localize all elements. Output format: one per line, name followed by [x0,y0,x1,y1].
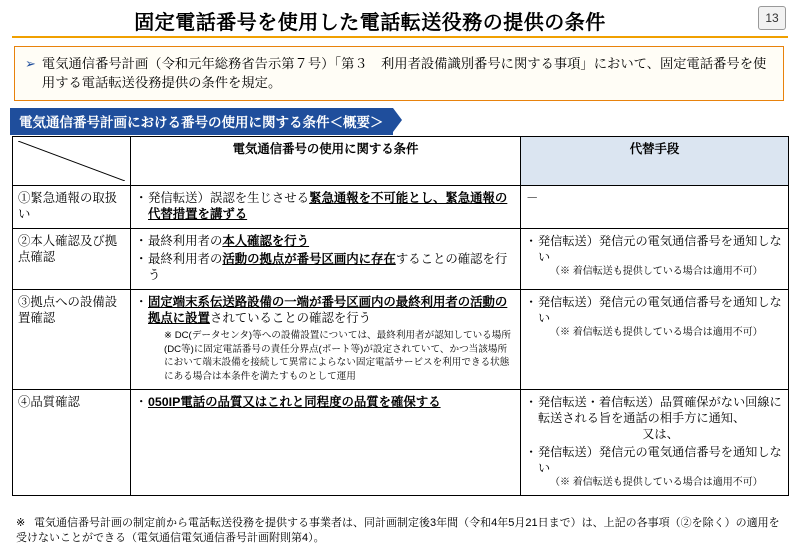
row-alternatives [521,390,789,496]
condition-text-tail: されていることの確認を行う [209,311,372,325]
alternative-note: （※ 着信転送も提供している場合は適用不可） [550,477,763,488]
alternative-text: 発信転送）発信元の電気通信番号を通知しない [538,445,782,475]
condition-text-emphasis: 固定端末系伝送路設備の一端が番号区画内の最終利用者の活動の拠点に設置 [148,295,508,325]
row-conditions [131,186,521,229]
alternative-text: 発信転送・着信転送）品質確保がない回線に転送される旨を通話の相手方に通知、 [538,395,782,425]
row-item-label: ③拠点への設備設置確認 [13,290,131,390]
alternative-note: （※ 着信転送も提供している場合は適用不可） [550,266,763,277]
condition-text-emphasis: 緊急通報を不可能とし、緊急通報の代替措置を講ずる [148,191,508,221]
condition-text-plain: 発信転送）誤認を生じさせる [148,191,310,205]
row-alternatives [521,186,789,229]
page-title-container [60,6,680,35]
condition-item [136,190,515,222]
footnote-text: 電気通信番号計画の制定前から電話転送役務を提供する事業者は、同計画制定後3年間（令和4年5月21日まで）は、上記の各事項（②を除く）の適用を受けないことができる（電気通信電気通信番号計画附則第4）。 [16,517,780,544]
row-conditions [131,290,521,390]
page-number-badge: 13 [758,6,786,30]
header-conditions: 電気通信番号の使用に関する条件 [131,137,521,186]
alternative-item [526,394,783,442]
alternative-text: 発信転送）発信元の電気通信番号を通知しない [538,295,782,325]
alternative-item [526,294,783,339]
table-row [13,229,789,290]
condition-item [136,294,515,383]
lead-callout-box [14,46,784,101]
condition-subnote: ※ DC(データセンタ)等への設備設置については、最終利用者が認知している場所(DC等)に固定電話番号の責任分界点(ポート等)が設定されていて、かつ当該場所において端末設備を接続して異常によらない固定電話サービスを利用できる状態にある場合は本条件を満たすものとして運用 [164,330,511,382]
row-item-label: ①緊急通報の取扱い [13,186,131,229]
row-alternatives [521,229,789,290]
table-row [13,290,789,390]
alternative-dash: － [526,191,539,205]
conditions-table [12,136,789,496]
condition-text-emphasis: 活動の拠点が番号区画内に存在 [222,252,396,266]
row-conditions [131,229,521,290]
footnote [16,516,786,546]
diagonal-line-icon [18,141,125,181]
table-row [13,390,789,496]
table-row [13,186,789,229]
alternative-item [526,444,783,489]
condition-text-tail: することの確認を行う [148,252,508,282]
table-corner-cell [13,137,131,186]
row-item-label: ②本人確認及び拠点確認 [13,229,131,290]
condition-text-plain: 最終利用者の [148,252,223,266]
condition-item [136,394,515,410]
alternative-item [526,190,783,206]
alternative-text: 発信転送）発信元の電気通信番号を通知しない [538,234,782,264]
arrow-bullet-icon: ➢ [25,56,36,71]
row-conditions [131,390,521,496]
header-alternatives: 代替手段 [521,137,789,186]
section-label: 電気通信番号計画における番号の使用に関する条件＜概要＞ [10,108,393,135]
row-item-label: ④品質確認 [13,390,131,496]
table-header-row [13,137,789,186]
condition-item [136,233,515,249]
footnote-mark: ※ [16,517,26,529]
lead-text: 電気通信番号計画（令和元年総務省告示第７号）「第３ 利用者設備識別番号に関する事項」において、固定電話番号を使用する電話転送役務提供の条件を規定。 [41,56,767,90]
condition-item [136,251,515,283]
alternative-connector: 又は、 [642,427,679,441]
page-title: 固定電話番号を使用した電話転送役務の提供の条件 [134,12,606,34]
condition-text-plain: 最終利用者の [148,234,223,248]
alternative-item [526,233,783,278]
alternative-note: （※ 着信転送も提供している場合は適用不可） [550,327,763,338]
row-alternatives [521,290,789,390]
title-divider [12,36,788,38]
condition-text-emphasis: 050IP電話の品質又はこれと同程度の品質を確保する [148,395,441,409]
condition-text-emphasis: 本人確認を行う [222,234,310,248]
